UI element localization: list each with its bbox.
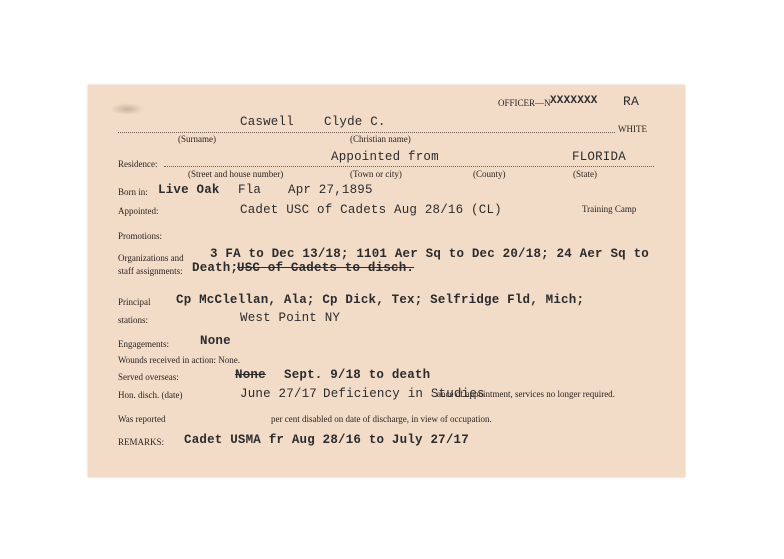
- organizations-value: 3 FA to Dec 13/18; 1101 Aer Sq to Dec 20/18; 24 Aer Sq to: [210, 247, 649, 261]
- principal-value: Cp McClellan, Ala; Cp Dick, Tex; Selfridge Fld, Mich;: [176, 293, 585, 307]
- born-state: Fla: [238, 183, 262, 197]
- surname-value: Caswell: [240, 115, 294, 129]
- hon-disch-date: June 27/17: [240, 387, 318, 401]
- reported-label: Was reported: [118, 414, 166, 424]
- officer-struck-text: XXXXXXX: [550, 95, 598, 107]
- officer-label: OFFICER—N: [498, 98, 551, 108]
- engagements-label: Engagements:: [118, 339, 169, 349]
- deficiency-value: Deficiency in Studies: [323, 387, 485, 401]
- officer-ra: RA: [623, 94, 640, 109]
- remarks-value: Cadet USMA fr Aug 28/16 to July 27/17: [184, 433, 469, 447]
- engagements-value: None: [200, 334, 231, 348]
- born-date: Apr 27,1895: [288, 183, 373, 197]
- reported-text: per cent disabled on date of discharge, in view of occupation.: [271, 414, 492, 424]
- organizations-label: Organizations and: [118, 253, 184, 263]
- residence-value: Appointed from: [331, 150, 439, 164]
- street-label: (Street and house number): [188, 169, 284, 179]
- stations-label: stations:: [118, 315, 149, 325]
- promotions-label: Promotions:: [118, 231, 163, 241]
- state-value: FLORIDA: [572, 150, 626, 164]
- christian-name-label: (Christian name): [350, 134, 411, 144]
- ink-smudge: [110, 103, 144, 115]
- christian-name-value: Clyde C.: [324, 115, 386, 129]
- hon-disch-printed: ance of appointment, services no longer required.: [437, 389, 615, 399]
- county-label: (County): [473, 169, 506, 179]
- stations-value: West Point NY: [240, 311, 341, 325]
- staff-value: Death;: [192, 261, 239, 275]
- white-label: WHITE: [618, 124, 647, 134]
- overseas-struck: None: [235, 368, 266, 382]
- surname-label: (Surname): [178, 134, 216, 144]
- hon-disch-label: Hon. disch. (date): [118, 390, 183, 400]
- remarks-label: REMARKS:: [118, 437, 165, 447]
- service-record-card: [88, 85, 685, 477]
- overseas-value: Sept. 9/18 to death: [284, 368, 431, 382]
- name-rule: [118, 132, 615, 133]
- residence-label: Residence:: [118, 159, 158, 169]
- born-place: Live Oak: [158, 183, 220, 197]
- born-label: Born in:: [118, 187, 148, 197]
- town-label: (Town or city): [350, 169, 402, 179]
- residence-rule: [164, 166, 654, 167]
- state-label: (State): [573, 169, 597, 179]
- overseas-label: Served overseas:: [118, 372, 179, 382]
- training-camp-label: Training Camp: [582, 204, 637, 214]
- principal-label: Principal: [118, 297, 151, 307]
- staff-value-struck: USC of Cadets to disch.: [237, 261, 415, 275]
- appointed-label: Appointed:: [118, 206, 159, 216]
- staff-assignments-label: staff assignments:: [118, 266, 183, 276]
- appointed-value: Cadet USC of Cadets Aug 28/16 (CL): [240, 203, 502, 217]
- wounds-label: Wounds received in action: None.: [118, 355, 240, 365]
